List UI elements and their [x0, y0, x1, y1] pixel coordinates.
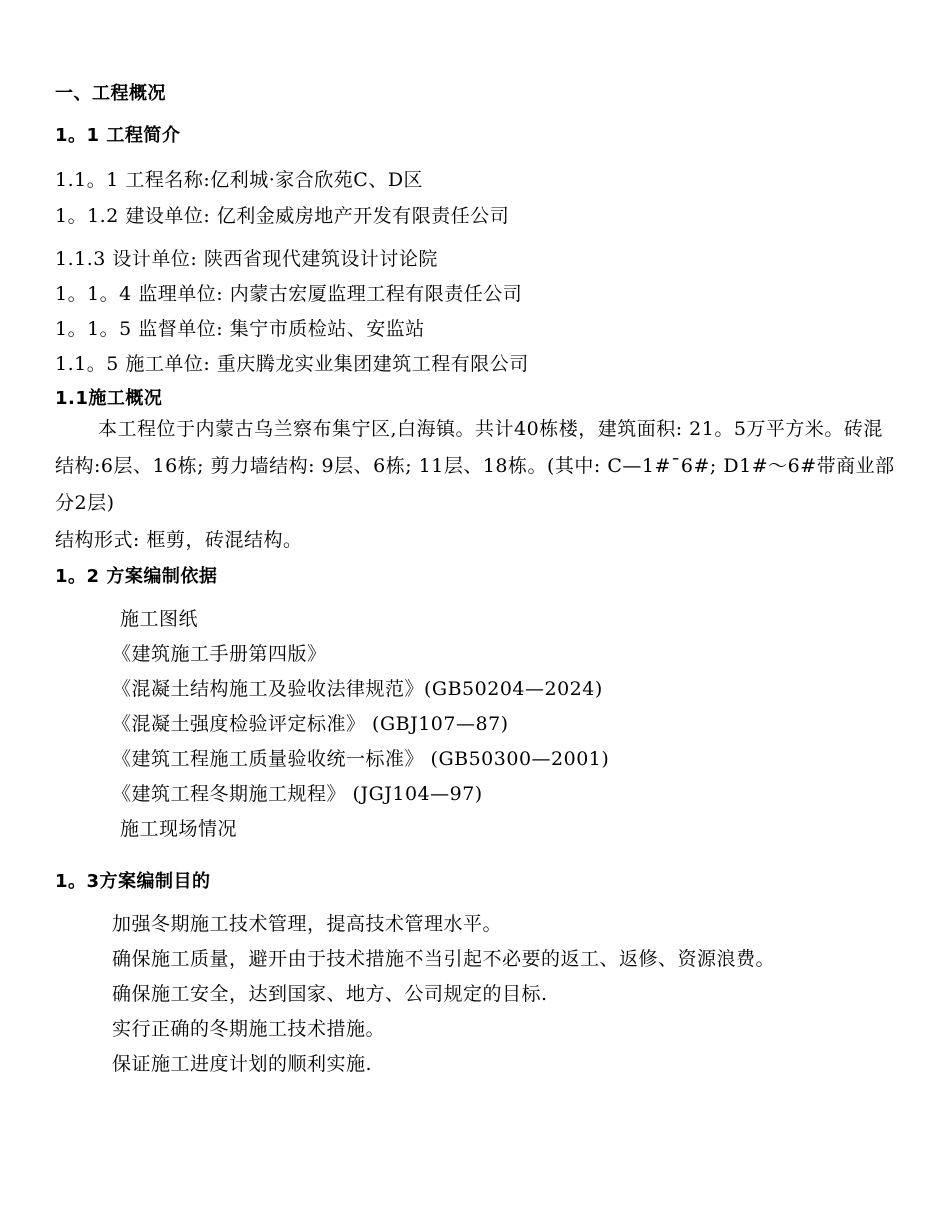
purpose-item: 实行正确的冬期施工技术措施。	[112, 1018, 386, 1040]
purpose-item: 确保施工安全，达到国家、地方、公司规定的目标.	[112, 983, 548, 1005]
basis-item: 施工现场情况	[120, 818, 238, 840]
basis-item: 《混凝土强度检验评定标准》 (GBJ107—87)	[112, 713, 509, 735]
purpose-item: 确保施工质量，避开由于技术措施不当引起不必要的返工、返修、资源浪费。	[112, 948, 776, 970]
oversight-unit-line: 1。1。5 监督单位: 集宁市质检站、安监站	[55, 318, 425, 340]
structure-form-line: 结构形式: 框剪，砖混结构。	[55, 529, 303, 551]
construction-overview-text: 本工程位于内蒙古乌兰察布集宁区,白海镇。共计40栋楼，建筑面积: 21。5万平方米。砖混结构:6层、16栋; 剪力墙结构: 9层、6栋; 11层、18栋。(其中: C—1#¯6#; D1#～6#带商业部分2层)	[55, 418, 895, 514]
supervision-unit-line: 1。1。4 监理单位: 内蒙古宏厦监理工程有限责任公司	[55, 283, 523, 305]
basis-item: 《建筑工程施工质量验收统一标准》 (GB50300—2001)	[112, 748, 610, 770]
section-1-2-title: 1。2 方案编制依据	[55, 566, 218, 587]
purpose-item: 保证施工进度计划的顺利实施.	[112, 1053, 373, 1075]
heading-engineering-overview: 一、工程概况	[55, 83, 166, 104]
section-1-3-title: 1。3方案编制目的	[55, 871, 211, 892]
basis-item: 《混凝土结构施工及验收法律规范》(GB50204—2024)	[112, 678, 603, 700]
section-1-1-title: 1。1 工程简介	[55, 125, 181, 146]
basis-item: 《建筑工程冬期施工规程》 (JGJ104—97)	[112, 783, 483, 805]
purpose-item: 加强冬期施工技术管理，提高技术管理水平。	[112, 913, 503, 935]
construction-overview-title: 1.1施工概况	[55, 388, 163, 409]
construction-unit-line: 1。1.2 建设单位: 亿利金威房地产开发有限责任公司	[55, 205, 510, 227]
design-unit-line: 1.1.3 设计单位: 陕西省现代建筑设计讨论院	[55, 248, 438, 270]
basis-item: 施工图纸	[120, 608, 199, 630]
construction-overview-paragraph	[55, 411, 900, 522]
project-name-line: 1.1。1 工程名称:亿利城·家合欣苑C、D区	[55, 169, 424, 191]
basis-item: 《建筑施工手册第四版》	[112, 643, 327, 665]
builder-unit-line: 1.1。5 施工单位: 重庆腾龙实业集团建筑工程有限公司	[55, 353, 529, 375]
